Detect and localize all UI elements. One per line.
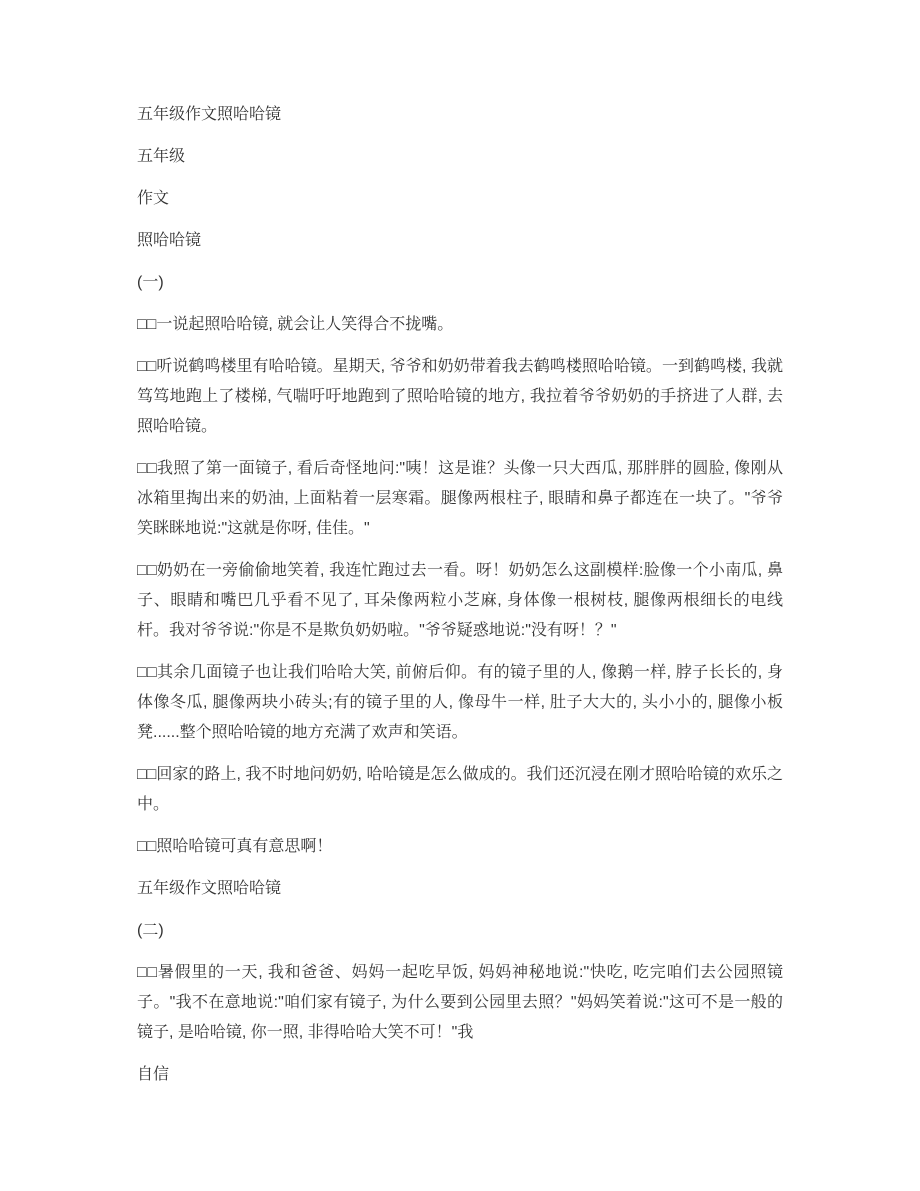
paragraph: □□暑假里的一天, 我和爸爸、妈妈一起吃早饭, 妈妈神秘地说:"快吃, 吃完咱们去公园照镜子。"我不在意地说:"咱们家有镜子, 为什么要到公园里去照？"妈妈笑着说:"这可不是一般的镜子, 是哈哈镜, 你一照, 非得哈哈大笑不可！"我 bbox=[137, 964, 783, 1041]
paragraph: 作文 bbox=[137, 190, 170, 207]
paragraph: □□回家的路上, 我不时地问奶奶, 哈哈镜是怎么做成的。我们还沉浸在刚才照哈哈镜的欢乐之中。 bbox=[137, 766, 783, 813]
paragraph: □□一说起照哈哈镜, 就会让人笑得合不拢嘴。 bbox=[137, 316, 454, 333]
document-title: 五年级作文照哈哈镜 bbox=[137, 106, 282, 123]
paragraph: □□其余几面镜子也让我们哈哈大笑, 前俯后仰。有的镜子里的人, 像鹅一样, 脖子长长的, 身体像冬瓜, 腿像两块小砖头;有的镜子里的人, 像母牛一样, 肚子大大的, 头小小的, 腿像小板凳......整个照哈哈镜的地方充满了欢声和笑语。 bbox=[137, 664, 783, 741]
paragraph: □□照哈哈镜可真有意思啊！ bbox=[137, 838, 333, 855]
paragraph: 五年级 bbox=[137, 148, 186, 165]
paragraph: □□奶奶在一旁偷偷地笑着, 我连忙跑过去一看。呀！奶奶怎么这副模样:脸像一个小南瓜, 鼻子、眼睛和嘴巴几乎看不见了, 耳朵像两粒小芝麻, 身体像一根树枝, 腿像两根细长的电线杆。我对爷爷说:"你是不是欺负奶奶啦。"爷爷疑惑地说:"没有呀！？" bbox=[137, 562, 783, 639]
paragraph: 照哈哈镜 bbox=[137, 232, 202, 249]
section-label-one: (一) bbox=[137, 274, 164, 291]
paragraph: □□听说鹤鸣楼里有哈哈镜。星期天, 爷爷和奶奶带着我去鹤鸣楼照哈哈镜。一到鹤鸣楼, 我就笃笃地跑上了楼梯, 气喘吁吁地跑到了照哈哈镜的地方, 我拉着爷爷奶奶的手挤进了人群, 去照哈哈镜。 bbox=[137, 358, 783, 435]
paragraph: □□我照了第一面镜子, 看后奇怪地问:"咦！这是谁？头像一只大西瓜, 那胖胖的圆脸, 像刚从冰箱里掏出来的奶油, 上面粘着一层寒霜。腿像两根柱子, 眼睛和鼻子都连在一块了。"爷爷笑眯眯地说:"这就是你呀, 佳佳。" bbox=[137, 460, 783, 537]
section-label-two: (二) bbox=[137, 922, 164, 939]
paragraph: 自信 bbox=[137, 1066, 170, 1083]
paragraph: 五年级作文照哈哈镜 bbox=[137, 880, 282, 897]
